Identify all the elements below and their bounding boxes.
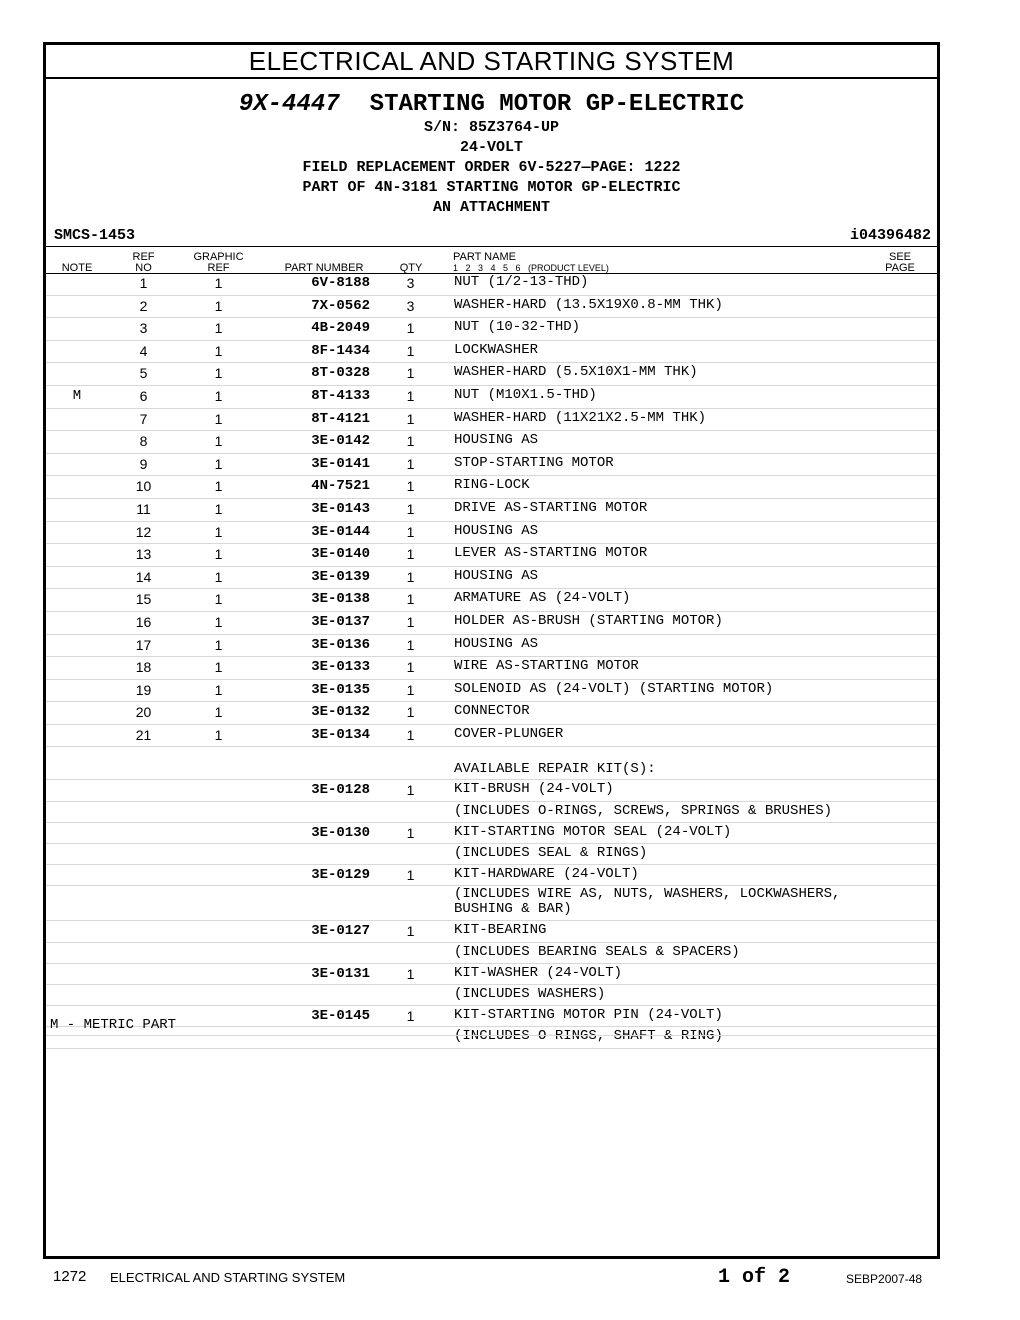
- cell-pn: 3E-0142: [311, 433, 370, 450]
- cell-qty: 1: [406, 1008, 415, 1025]
- cell-qty: 1: [406, 568, 415, 585]
- cell-name: LOCKWASHER: [454, 341, 539, 358]
- table-row: [46, 1006, 937, 1027]
- cell-pn: 6V-8188: [311, 275, 370, 291]
- table-row: [46, 1027, 937, 1048]
- cell-ref: 20: [135, 704, 152, 721]
- cell-ref: 1: [139, 275, 148, 291]
- serial-line: S/N: 85Z3764-UP: [423, 119, 560, 136]
- cell-name: KIT-STARTING MOTOR SEAL (24-VOLT): [454, 823, 732, 840]
- table-row: [46, 635, 937, 658]
- cell-qty: 1: [406, 455, 415, 472]
- table-row: [46, 476, 937, 499]
- cell-name: (INCLUDES BEARING SEALS & SPACERS): [454, 943, 740, 960]
- footer-page-number: 1272: [53, 1268, 87, 1285]
- cell-name: HOUSING AS: [454, 522, 539, 539]
- cell-qty: 1: [406, 923, 415, 940]
- cell-qty: 1: [406, 659, 415, 676]
- cell-name: KIT-STARTING MOTOR PIN (24-VOLT): [454, 1007, 723, 1024]
- cell-name: ARMATURE AS (24-VOLT): [454, 590, 631, 607]
- table-row: [46, 780, 937, 801]
- cell-qty: 1: [406, 636, 415, 653]
- cell-gref: 1: [214, 591, 223, 608]
- table-row: [46, 386, 937, 409]
- table-row: [46, 943, 937, 964]
- table-row: [46, 702, 937, 725]
- cell-pn: 3E-0127: [311, 923, 370, 940]
- cell-gref: 1: [214, 546, 223, 563]
- cell-gref: 1: [214, 659, 223, 676]
- cell-name: (INCLUDES O-RINGS, SHAFT & RING): [454, 1028, 723, 1045]
- table-row: [46, 296, 937, 319]
- cell-pn: 3E-0128: [311, 782, 370, 799]
- cell-qty: 1: [406, 681, 415, 698]
- table-row: [46, 431, 937, 454]
- cell-gref: 1: [214, 455, 223, 472]
- cell-ref: 6: [139, 387, 148, 404]
- cell-ref: 2: [139, 297, 148, 314]
- table-row: [46, 964, 937, 985]
- cell-name: KIT-BEARING: [454, 922, 547, 939]
- cell-gref: 1: [214, 275, 223, 291]
- cell-ref: 11: [136, 500, 151, 517]
- cell-gref: 1: [214, 500, 223, 517]
- footnote-divider: [46, 1035, 937, 1036]
- model-number: 9X-4447: [238, 91, 340, 118]
- cell-pn: 3E-0145: [311, 1008, 370, 1025]
- cell-name: WASHER-HARD (5.5X10X1-MM THK): [454, 364, 698, 381]
- cell-pn: 8F-1434: [311, 342, 370, 359]
- cell-ref: 21: [135, 726, 152, 743]
- cell-qty: 1: [406, 824, 415, 841]
- cell-name: HOUSING AS: [454, 432, 539, 449]
- cell-qty: 3: [406, 275, 415, 291]
- cell-ref: 10: [135, 478, 152, 495]
- table-row: [46, 341, 937, 364]
- cell-gref: 1: [214, 410, 223, 427]
- cell-pn: 3E-0140: [311, 546, 370, 563]
- attachment-line: AN ATTACHMENT: [432, 199, 551, 216]
- part-of-line: PART OF 4N-3181 STARTING MOTOR GP-ELECTRIC: [302, 179, 681, 196]
- cell-name: WASHER-HARD (13.5X19X0.8-MM THK): [454, 296, 723, 313]
- col-gref-1: GRAPHIC: [193, 251, 244, 263]
- cell-qty: 1: [406, 410, 415, 427]
- metric-footnote: M - METRIC PART: [50, 1016, 177, 1033]
- cell-gref: 1: [214, 613, 223, 630]
- cell-pn: 3E-0138: [311, 591, 370, 608]
- cell-gref: 1: [214, 636, 223, 653]
- cell-qty: 1: [406, 867, 415, 884]
- cell-pn: 3E-0129: [311, 867, 370, 884]
- table-row: [46, 273, 937, 296]
- cell-name: NUT (10-32-THD): [454, 319, 581, 336]
- table-row: [46, 567, 937, 590]
- cell-name: HOUSING AS: [454, 567, 539, 584]
- cell-ref: 16: [135, 613, 152, 630]
- cell-name: LEVER AS-STARTING MOTOR: [454, 545, 648, 562]
- col-note: NOTE: [61, 262, 93, 274]
- cell-gref: 1: [214, 387, 223, 404]
- cell-qty: 3: [406, 297, 415, 314]
- table-row: [46, 544, 937, 567]
- col-ref-1: REF: [132, 251, 155, 263]
- cell-name: NUT (M10X1.5-THD): [454, 386, 597, 403]
- table-row: [46, 589, 937, 612]
- cell-pn: 3E-0144: [311, 523, 370, 540]
- cell-qty: 1: [406, 342, 415, 359]
- cell-note: M: [72, 387, 82, 404]
- table-row: [46, 363, 937, 386]
- cell-ref: 17: [135, 636, 152, 653]
- cell-gref: 1: [214, 297, 223, 314]
- cell-pn: 3E-0135: [311, 681, 370, 698]
- cell-ref: 14: [135, 568, 152, 585]
- cell-ref: 8: [139, 433, 148, 450]
- col-ref-2: NO: [135, 262, 152, 274]
- table-row: [46, 823, 937, 844]
- cell-qty: 1: [406, 365, 415, 382]
- cell-qty: 1: [406, 613, 415, 630]
- cell-name: AVAILABLE REPAIR KIT(S):: [454, 761, 656, 778]
- cell-ref: 9: [139, 455, 148, 472]
- voltage-line: 24-VOLT: [459, 139, 523, 156]
- cell-ref: 3: [139, 320, 148, 337]
- table-row: [46, 886, 937, 921]
- cell-name: (INCLUDES WIRE AS, NUTS, WASHERS, LOCKWASHERS, BUSHING & BAR): [454, 886, 841, 918]
- group-name: STARTING MOTOR GP-ELECTRIC: [369, 91, 745, 118]
- footer-page-count: 1 of 2: [718, 1266, 791, 1289]
- table-row: [46, 657, 937, 680]
- smcs-code: SMCS-1453: [54, 227, 136, 244]
- cell-pn: 7X-0562: [311, 297, 370, 314]
- cell-gref: 1: [214, 523, 223, 540]
- col-part-name: PART NAME: [453, 251, 516, 263]
- cell-name: DRIVE AS-STARTING MOTOR: [454, 499, 648, 516]
- cell-qty: 1: [406, 320, 415, 337]
- footer-doc-number: SEBP2007-48: [846, 1272, 923, 1286]
- table-row: [46, 499, 937, 522]
- cell-pn: 3E-0134: [311, 726, 370, 743]
- cell-name: (INCLUDES WASHERS): [454, 985, 606, 1002]
- cell-pn: 3E-0133: [311, 659, 370, 676]
- cell-name: NUT (1/2-13-THD): [454, 274, 589, 290]
- table-row: [46, 865, 937, 886]
- table-row: [46, 522, 937, 545]
- col-part-number: PART NUMBER: [284, 262, 364, 274]
- cell-name: KIT-HARDWARE (24-VOLT): [454, 866, 639, 883]
- cell-name: COVER-PLUNGER: [454, 725, 564, 742]
- cell-pn: 3E-0143: [311, 500, 370, 517]
- page-frame: [43, 42, 940, 1259]
- cell-ref: 13: [135, 546, 152, 563]
- cell-name: KIT-WASHER (24-VOLT): [454, 964, 623, 981]
- cell-qty: 1: [406, 523, 415, 540]
- cell-pn: 4N-7521: [311, 478, 370, 495]
- cell-pn: 3E-0137: [311, 613, 370, 630]
- cell-qty: 1: [406, 478, 415, 495]
- cell-qty: 1: [406, 704, 415, 721]
- cell-qty: 1: [406, 965, 415, 982]
- cell-name: STOP-STARTING MOTOR: [454, 454, 614, 471]
- group-heading: [46, 91, 937, 118]
- cell-pn: 8T-0328: [311, 365, 370, 382]
- cell-gref: 1: [214, 365, 223, 382]
- cell-ref: 7: [139, 410, 148, 427]
- table-row: [46, 612, 937, 635]
- table-row: [46, 454, 937, 477]
- cell-gref: 1: [214, 568, 223, 585]
- cell-qty: 1: [406, 726, 415, 743]
- field-order-line: FIELD REPLACEMENT ORDER 6V-5227—PAGE: 1222: [302, 159, 681, 176]
- table-row: [46, 802, 937, 823]
- table-row: [46, 844, 937, 865]
- cell-name: HOUSING AS: [454, 635, 539, 652]
- header-divider: [46, 246, 937, 247]
- cell-ref: 15: [135, 591, 152, 608]
- cell-qty: 1: [406, 500, 415, 517]
- cell-name: (INCLUDES SEAL & RINGS): [454, 845, 648, 862]
- cell-gref: 1: [214, 478, 223, 495]
- cell-gref: 1: [214, 433, 223, 450]
- cell-gref: 1: [214, 704, 223, 721]
- section-title: ELECTRICAL AND STARTING SYSTEM: [46, 45, 937, 79]
- cell-gref: 1: [214, 681, 223, 698]
- cell-qty: 1: [406, 782, 415, 799]
- table-row: [46, 747, 937, 780]
- cell-pn: 8T-4133: [311, 387, 370, 404]
- cell-ref: 4: [139, 342, 148, 359]
- parts-list: [46, 273, 937, 1049]
- cell-name: WIRE AS-STARTING MOTOR: [454, 658, 639, 675]
- cell-name: HOLDER AS-BRUSH (STARTING MOTOR): [454, 612, 723, 629]
- cell-qty: 1: [406, 387, 415, 404]
- col-see-1: SEE: [888, 251, 911, 263]
- table-row: [46, 680, 937, 703]
- table-row: [46, 921, 937, 942]
- col-qty: QTY: [399, 262, 423, 274]
- cell-ref: 5: [139, 365, 148, 382]
- cell-name: SOLENOID AS (24-VOLT) (STARTING MOTOR): [454, 680, 774, 697]
- cell-gref: 1: [214, 320, 223, 337]
- table-row: [46, 318, 937, 341]
- cell-name: (INCLUDES O-RINGS, SCREWS, SPRINGS & BRUSHES): [454, 802, 833, 819]
- col-see-2: PAGE: [885, 262, 915, 274]
- cell-pn: 3E-0136: [311, 636, 370, 653]
- cell-ref: 12: [135, 523, 152, 540]
- cell-name: WASHER-HARD (11X21X2.5-MM THK): [454, 409, 707, 426]
- col-gref-2: REF: [207, 262, 230, 274]
- cell-ref: 18: [135, 659, 152, 676]
- cell-gref: 1: [214, 726, 223, 743]
- cell-qty: 1: [406, 546, 415, 563]
- cell-gref: 1: [214, 342, 223, 359]
- table-row: [46, 725, 937, 748]
- cell-name: KIT-BRUSH (24-VOLT): [454, 781, 614, 798]
- cell-pn: 3E-0130: [311, 824, 370, 841]
- cell-pn: 3E-0141: [311, 455, 370, 472]
- cell-qty: 1: [406, 591, 415, 608]
- table-row: [46, 985, 937, 1006]
- cell-pn: 8T-4121: [311, 410, 370, 427]
- footer-section: ELECTRICAL AND STARTING SYSTEM: [110, 1270, 346, 1285]
- cell-pn: 4B-2049: [311, 320, 370, 337]
- cell-qty: 1: [406, 433, 415, 450]
- table-row: [46, 409, 937, 432]
- cell-name: CONNECTOR: [454, 703, 530, 720]
- cell-pn: 3E-0132: [311, 704, 370, 721]
- cell-name: RING-LOCK: [454, 477, 530, 494]
- document-id: i04396482: [849, 227, 931, 244]
- cell-ref: 19: [135, 681, 152, 698]
- cell-pn: 3E-0131: [311, 965, 370, 982]
- cell-pn: 3E-0139: [311, 568, 370, 585]
- col-product-level: 1 2 3 4 5 6 (PRODUCT LEVEL): [453, 263, 609, 273]
